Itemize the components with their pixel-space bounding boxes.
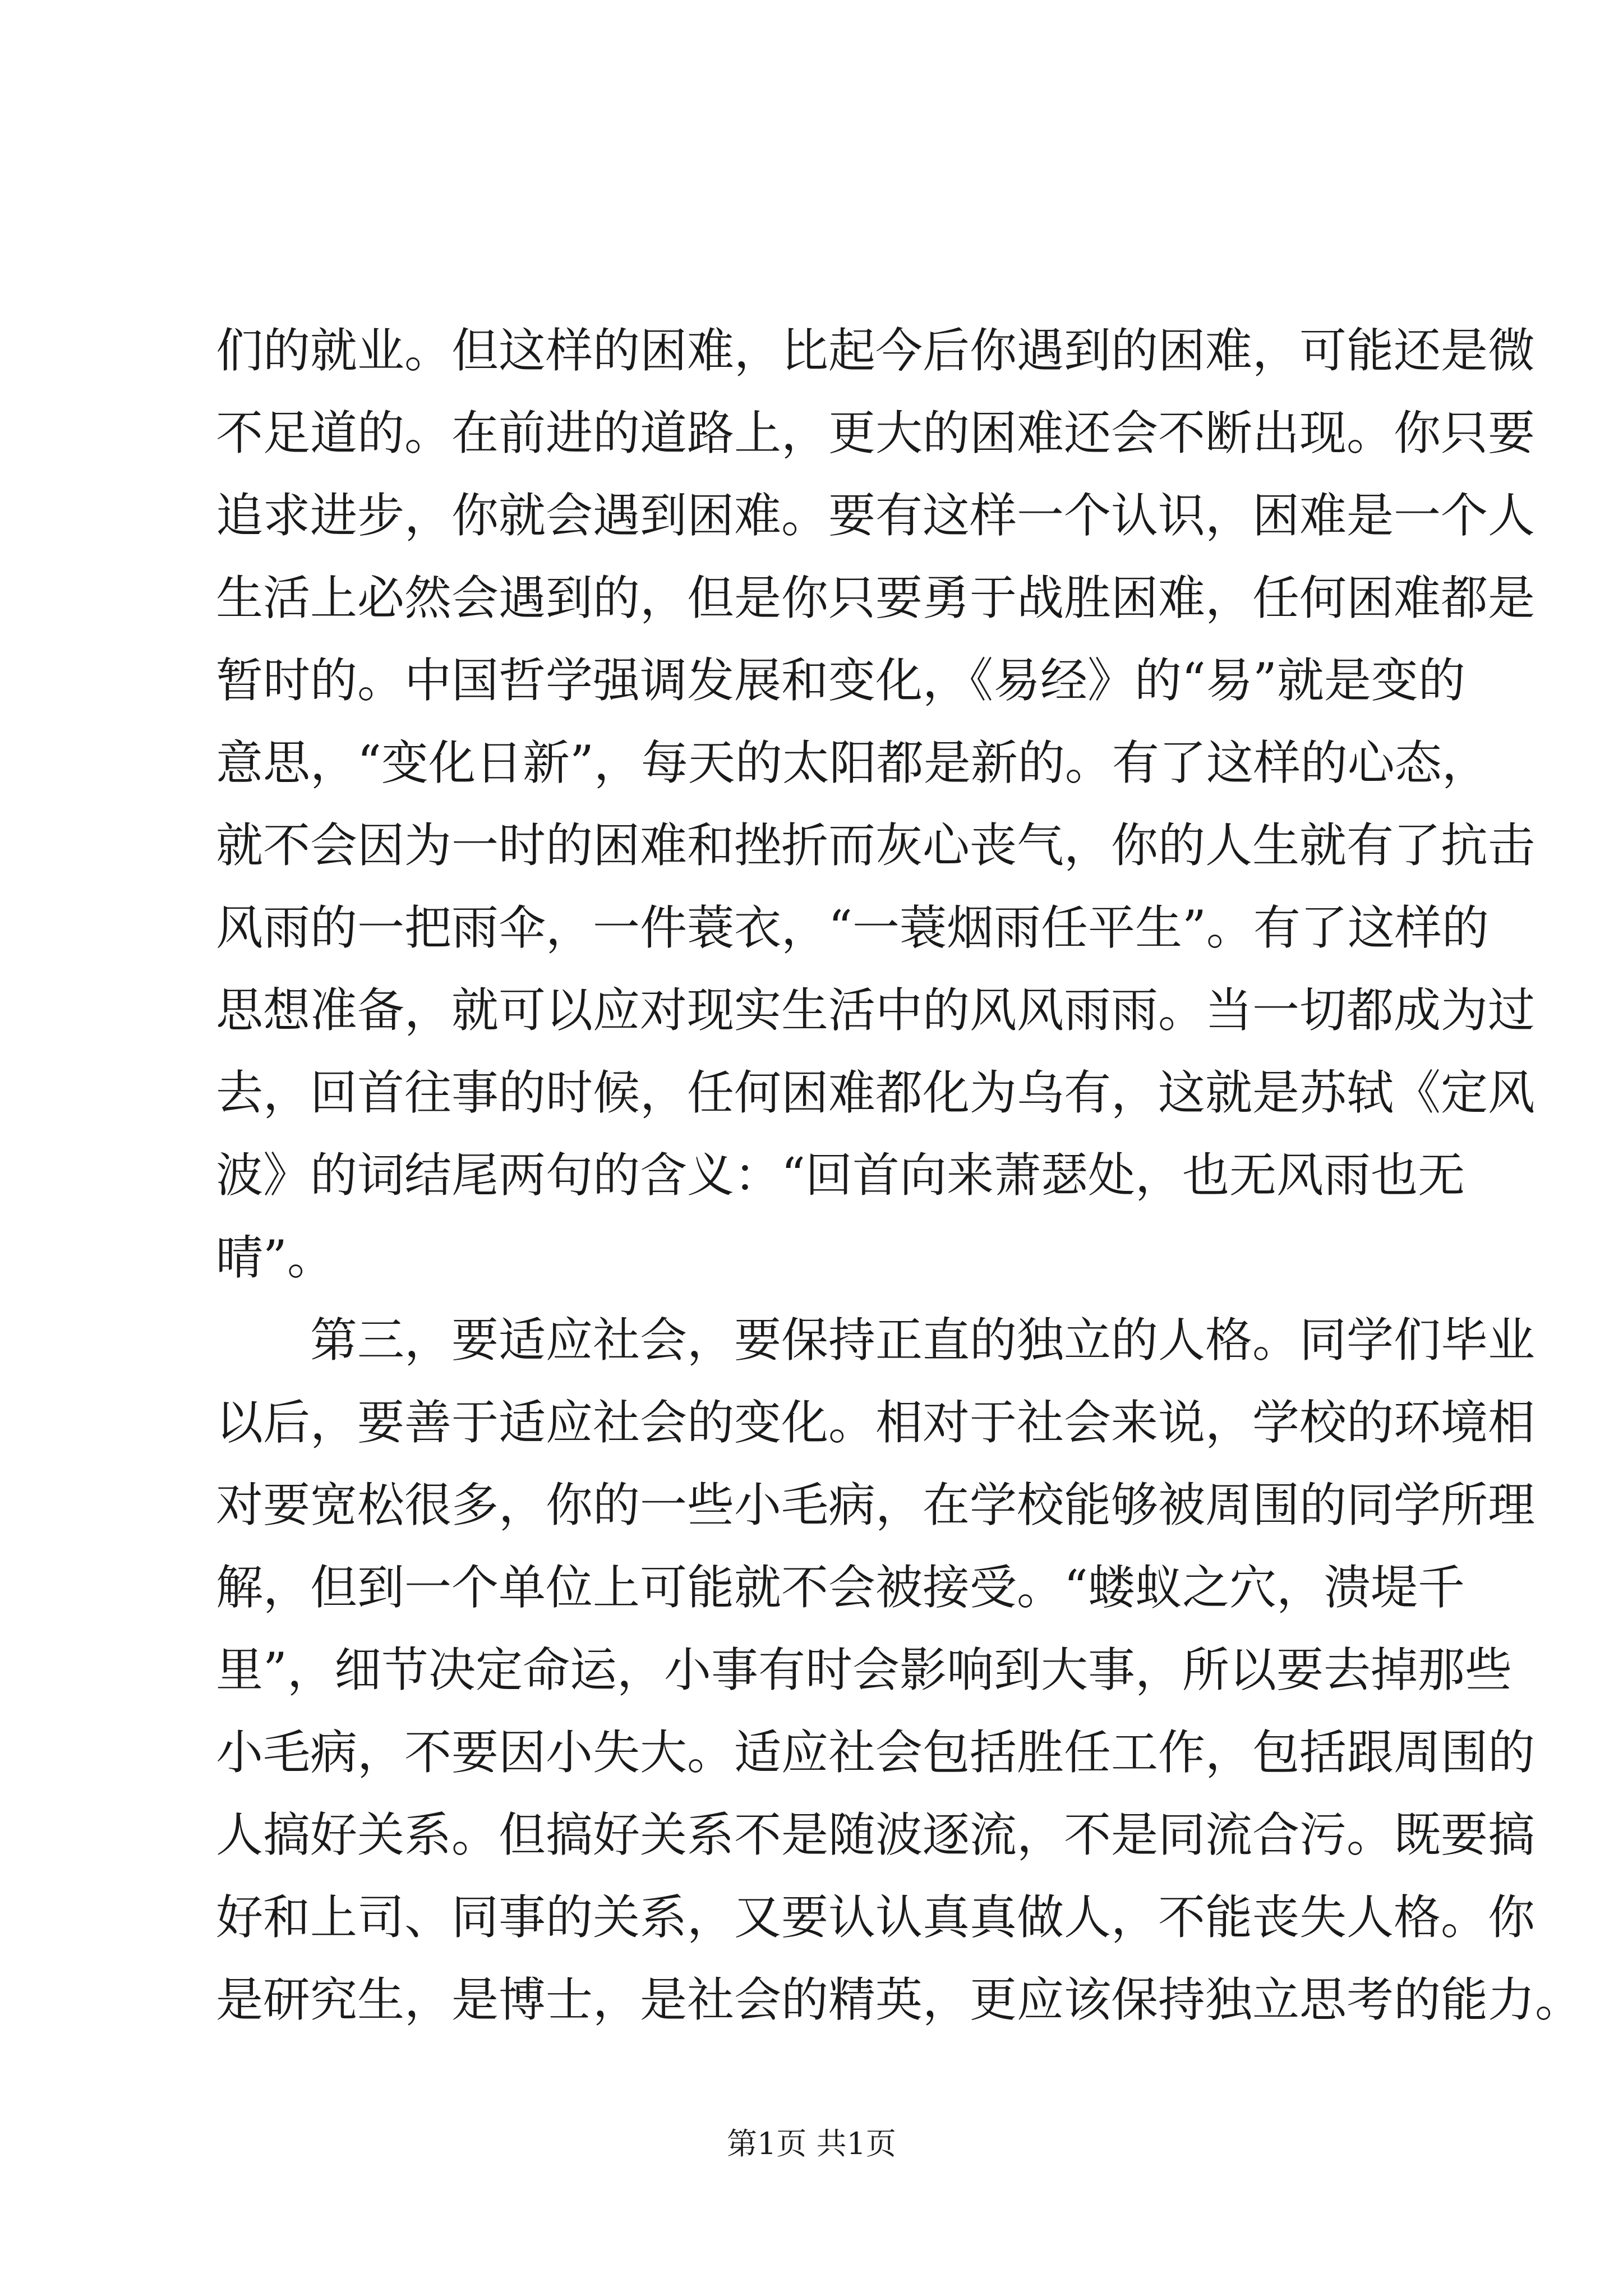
- text-line: 生活上必然会遇到的，但是你只要勇于战胜困难，任何困难都是: [216, 570, 1536, 625]
- text-line: 意思，“变化日新”，每天的太阳都是新的。有了这样的心态，: [216, 735, 1489, 790]
- text-line: 不足道的。在前进的道路上，更大的困难还会不断出现。你只要: [216, 406, 1536, 461]
- text-line: 以后，要善于适应社会的变化。相对于社会来说，学校的环境相: [216, 1395, 1536, 1450]
- text-line: 晴”。: [216, 1230, 334, 1285]
- text-line: 第三，要适应社会，要保持正直的独立的人格。同学们毕业: [216, 1313, 1536, 1368]
- text-line: 们的就业。但这样的困难，比起今后你遇到的困难，可能还是微: [216, 323, 1536, 378]
- text-line: 人搞好关系。但搞好关系不是随波逐流，不是同流合污。既要搞: [216, 1807, 1536, 1862]
- text-line: 对要宽松很多，你的一些小毛病，在学校能够被周围的同学所理: [216, 1478, 1536, 1533]
- text-line: 风雨的一把雨伞，一件蓑衣，“一蓑烟雨任平生”。有了这样的: [216, 900, 1489, 955]
- text-line: 追求进步，你就会遇到困难。要有这样一个认识，困难是一个人: [216, 488, 1536, 543]
- text-line: 暂时的。中国哲学强调发展和变化，《易经》的“易”就是变的: [216, 653, 1465, 708]
- text-line: 就不会因为一时的困难和挫折而灰心丧气，你的人生就有了抗击: [216, 818, 1536, 873]
- text-line: 好和上司、同事的关系，又要认认真真做人，不能丧失人格。你: [216, 1890, 1536, 1945]
- text-line: 思想准备，就可以应对现实生活中的风风雨雨。当一切都成为过: [216, 983, 1536, 1038]
- text-line: 去，回首往事的时候，任何困难都化为乌有，这就是苏轼《定风: [216, 1065, 1536, 1120]
- page-footer: 第1页 共1页: [727, 2126, 896, 2161]
- text-line: 波》的词结尾两句的含义：“回首向来萧瑟处，也无风雨也无: [216, 1148, 1465, 1203]
- text-line: 解，但到一个单位上可能就不会被接受。“蝼蚁之穴，溃堤千: [216, 1560, 1465, 1615]
- text-line: 里”，细节决定命运，小事有时会影响到大事，所以要去掉那些: [216, 1642, 1512, 1697]
- text-line: 小毛病，不要因小失大。适应社会包括胜任工作，包括跟周围的: [216, 1725, 1536, 1780]
- text-line: 是研究生，是博士，是社会的精英，更应该保持独立思考的能力。: [216, 1972, 1583, 2027]
